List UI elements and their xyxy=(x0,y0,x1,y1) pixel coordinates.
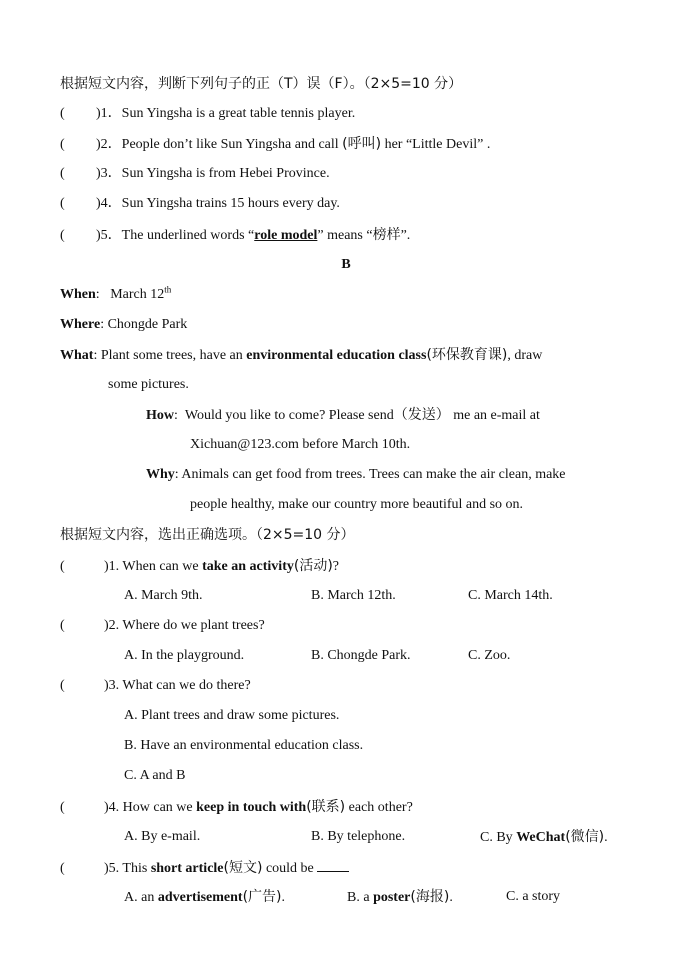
answer-blank[interactable]: ( xyxy=(60,800,65,815)
how-row: How: Would you like to come? Please send（发送） me an e-mail at xyxy=(146,407,540,423)
section-b-title: B xyxy=(341,257,351,272)
q4-option-a[interactable]: A. By e-mail. xyxy=(124,829,201,844)
q2-option-a[interactable]: A. In the playground. xyxy=(124,648,245,663)
q5-option-b[interactable]: B. a poster(海报). xyxy=(347,889,453,905)
q5-option-c[interactable]: C. a story xyxy=(506,889,561,904)
answer-blank[interactable]: ( xyxy=(60,106,65,121)
mc-question-4: ( )4. How can we keep in touch with(联系) each other? xyxy=(60,797,413,818)
what-row-cont: some pictures. xyxy=(108,377,189,392)
answer-blank[interactable]: ( xyxy=(60,166,65,181)
answer-blank[interactable]: ( xyxy=(60,559,65,574)
answer-blank[interactable]: ( xyxy=(60,137,65,152)
where-row: Where: Chongde Park xyxy=(60,317,188,332)
fill-blank-line[interactable] xyxy=(317,857,349,872)
q2-option-c[interactable]: C. Zoo. xyxy=(468,648,511,663)
q3-option-a[interactable]: A. Plant trees and draw some pictures. xyxy=(124,708,340,723)
how-row-cont: Xichuan@123.com before March 10th. xyxy=(190,437,411,452)
mc-question-3: ( )3. What can we do there? xyxy=(60,676,251,696)
q1-option-b[interactable]: B. March 12th. xyxy=(311,588,396,603)
q1-option-c[interactable]: C. March 14th. xyxy=(468,588,553,603)
why-row-cont: people healthy, make our country more beautiful and so on. xyxy=(190,497,524,512)
tf-item-1: ( )1．Sun Yingsha is a great table tennis player. xyxy=(60,104,355,124)
q4-option-c[interactable]: C. By WeChat(微信). xyxy=(480,829,608,845)
mc-question-1: ( )1. When can we take an activity(活动)? xyxy=(60,556,339,577)
role-model-term: role model xyxy=(254,228,318,243)
section2-heading: 根据短文内容，选出正确选项。（2×5=10 分） xyxy=(60,527,355,543)
tf-item-2: ( )2．People don’t like Sun Yingsha and call (呼叫) her “Little Devil” . xyxy=(60,134,490,155)
q2-option-b[interactable]: B. Chongde Park. xyxy=(311,648,411,663)
q3-option-b[interactable]: B. Have an environmental education class. xyxy=(124,738,364,753)
mc-question-5: ( )5. This short article(短文) could be xyxy=(60,857,349,879)
when-row: When: March 12th xyxy=(60,284,172,302)
q3-option-c[interactable]: C. A and B xyxy=(124,768,186,783)
answer-blank[interactable]: ( xyxy=(60,196,65,211)
q5-option-a[interactable]: A. an advertisement(广告). xyxy=(124,889,286,905)
answer-blank[interactable]: ( xyxy=(60,618,65,633)
tf-item-3: ( )3．Sun Yingsha is from Hebei Province. xyxy=(60,164,330,184)
section1-heading: 根据短文内容，判断下列句子的正（T）误（F）。（2×5=10 分） xyxy=(60,76,463,92)
what-row: What: Plant some trees, have an environmental education class(环保教育课), draw xyxy=(60,347,543,363)
q1-option-a[interactable]: A. March 9th. xyxy=(124,588,203,603)
tf-item-4: ( )4．Sun Yingsha trains 15 hours every day. xyxy=(60,194,340,214)
answer-blank[interactable]: ( xyxy=(60,678,65,693)
answer-blank[interactable]: ( xyxy=(60,228,65,243)
answer-blank[interactable]: ( xyxy=(60,861,65,876)
q4-option-b[interactable]: B. By telephone. xyxy=(311,829,406,844)
mc-question-2: ( )2. Where do we plant trees? xyxy=(60,616,265,636)
tf-item-5: ( )5．The underlined words “role model” means “榜样”. xyxy=(60,225,410,246)
why-row: Why: Animals can get food from trees. Trees can make the air clean, make xyxy=(146,467,566,482)
